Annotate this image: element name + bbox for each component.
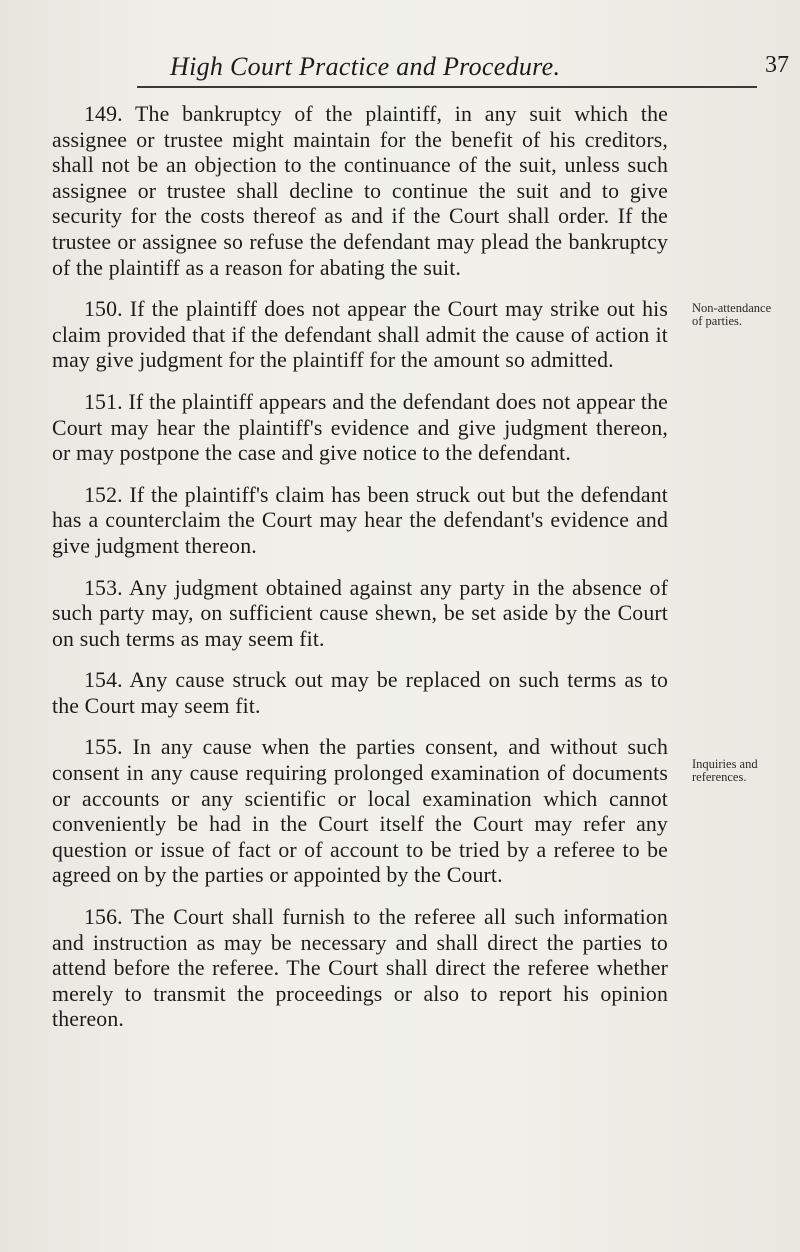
paragraph-155: 155. In any cause when the parties consent, and without such consent in any cause requiring prolonged examination of documents or accounts or any scientific or local examination which cannot conveniently be had in the Court itself the Court may refer any question or issue of fact or of account to be tried by a referee to be agreed on by the parties or appointed by the Court. bbox=[52, 735, 668, 888]
paragraph-152: 152. If the plaintiff's claim has been struck out but the defendant has a counterclaim the Court may hear the defendant's evidence and give judgment thereon. bbox=[52, 482, 668, 558]
paragraph-154: 154. Any cause struck out may be replaced on such terms as to the Court may seem fit. bbox=[52, 668, 668, 718]
margin-note-line: of parties. bbox=[692, 314, 742, 328]
margin-note-line: Non-attendance bbox=[692, 301, 772, 315]
margin-note-inquiries bbox=[692, 758, 800, 784]
paragraph-149: 149. The bankruptcy of the plaintiff, in any suit which the assignee or trustee might maintain for the benefit of his creditors, shall not be an objection to the continuance of the suit, unless such assignee or trustee shall decline to continue the suit and to give security for the costs thereof as and if the Court shall order. If the trustee or assignee so refuse the defendant may plead the bankruptcy of the plaintiff as a reason for abating the suit. bbox=[52, 102, 668, 280]
margin-note-non-attendance bbox=[692, 302, 800, 328]
paragraph-153: 153. Any judgment obtained against any party in the absence of such party may, on sufficient cause shewn, be set aside by the Court on such terms as may seem fit. bbox=[52, 575, 668, 651]
margin-note-line: references. bbox=[692, 770, 747, 784]
body-text bbox=[52, 102, 668, 1049]
paragraph-156: 156. The Court shall furnish to the referee all such information and instruction as may be necessary and shall direct the parties to attend before the referee. The Court shall direct the referee whether merely to transmit the proceedings or also to report his opinion thereon. bbox=[52, 905, 668, 1032]
running-head bbox=[0, 52, 800, 86]
paragraph-150: 150. If the plaintiff does not appear the Court may strike out his claim provided that if the defendant shall admit the cause of action it may give judgment for the plaintiff for the amount so admitted. bbox=[52, 297, 668, 373]
margin-note-line: Inquiries and bbox=[692, 757, 758, 771]
running-title: High Court Practice and Procedure. bbox=[170, 52, 561, 81]
page-number: 37 bbox=[765, 52, 789, 78]
paragraph-151: 151. If the plaintiff appears and the defendant does not appear the Court may hear the plaintiff's evidence and give judgment thereon, or may postpone the case and give notice to the defendant. bbox=[52, 389, 668, 466]
header-rule bbox=[137, 86, 757, 88]
